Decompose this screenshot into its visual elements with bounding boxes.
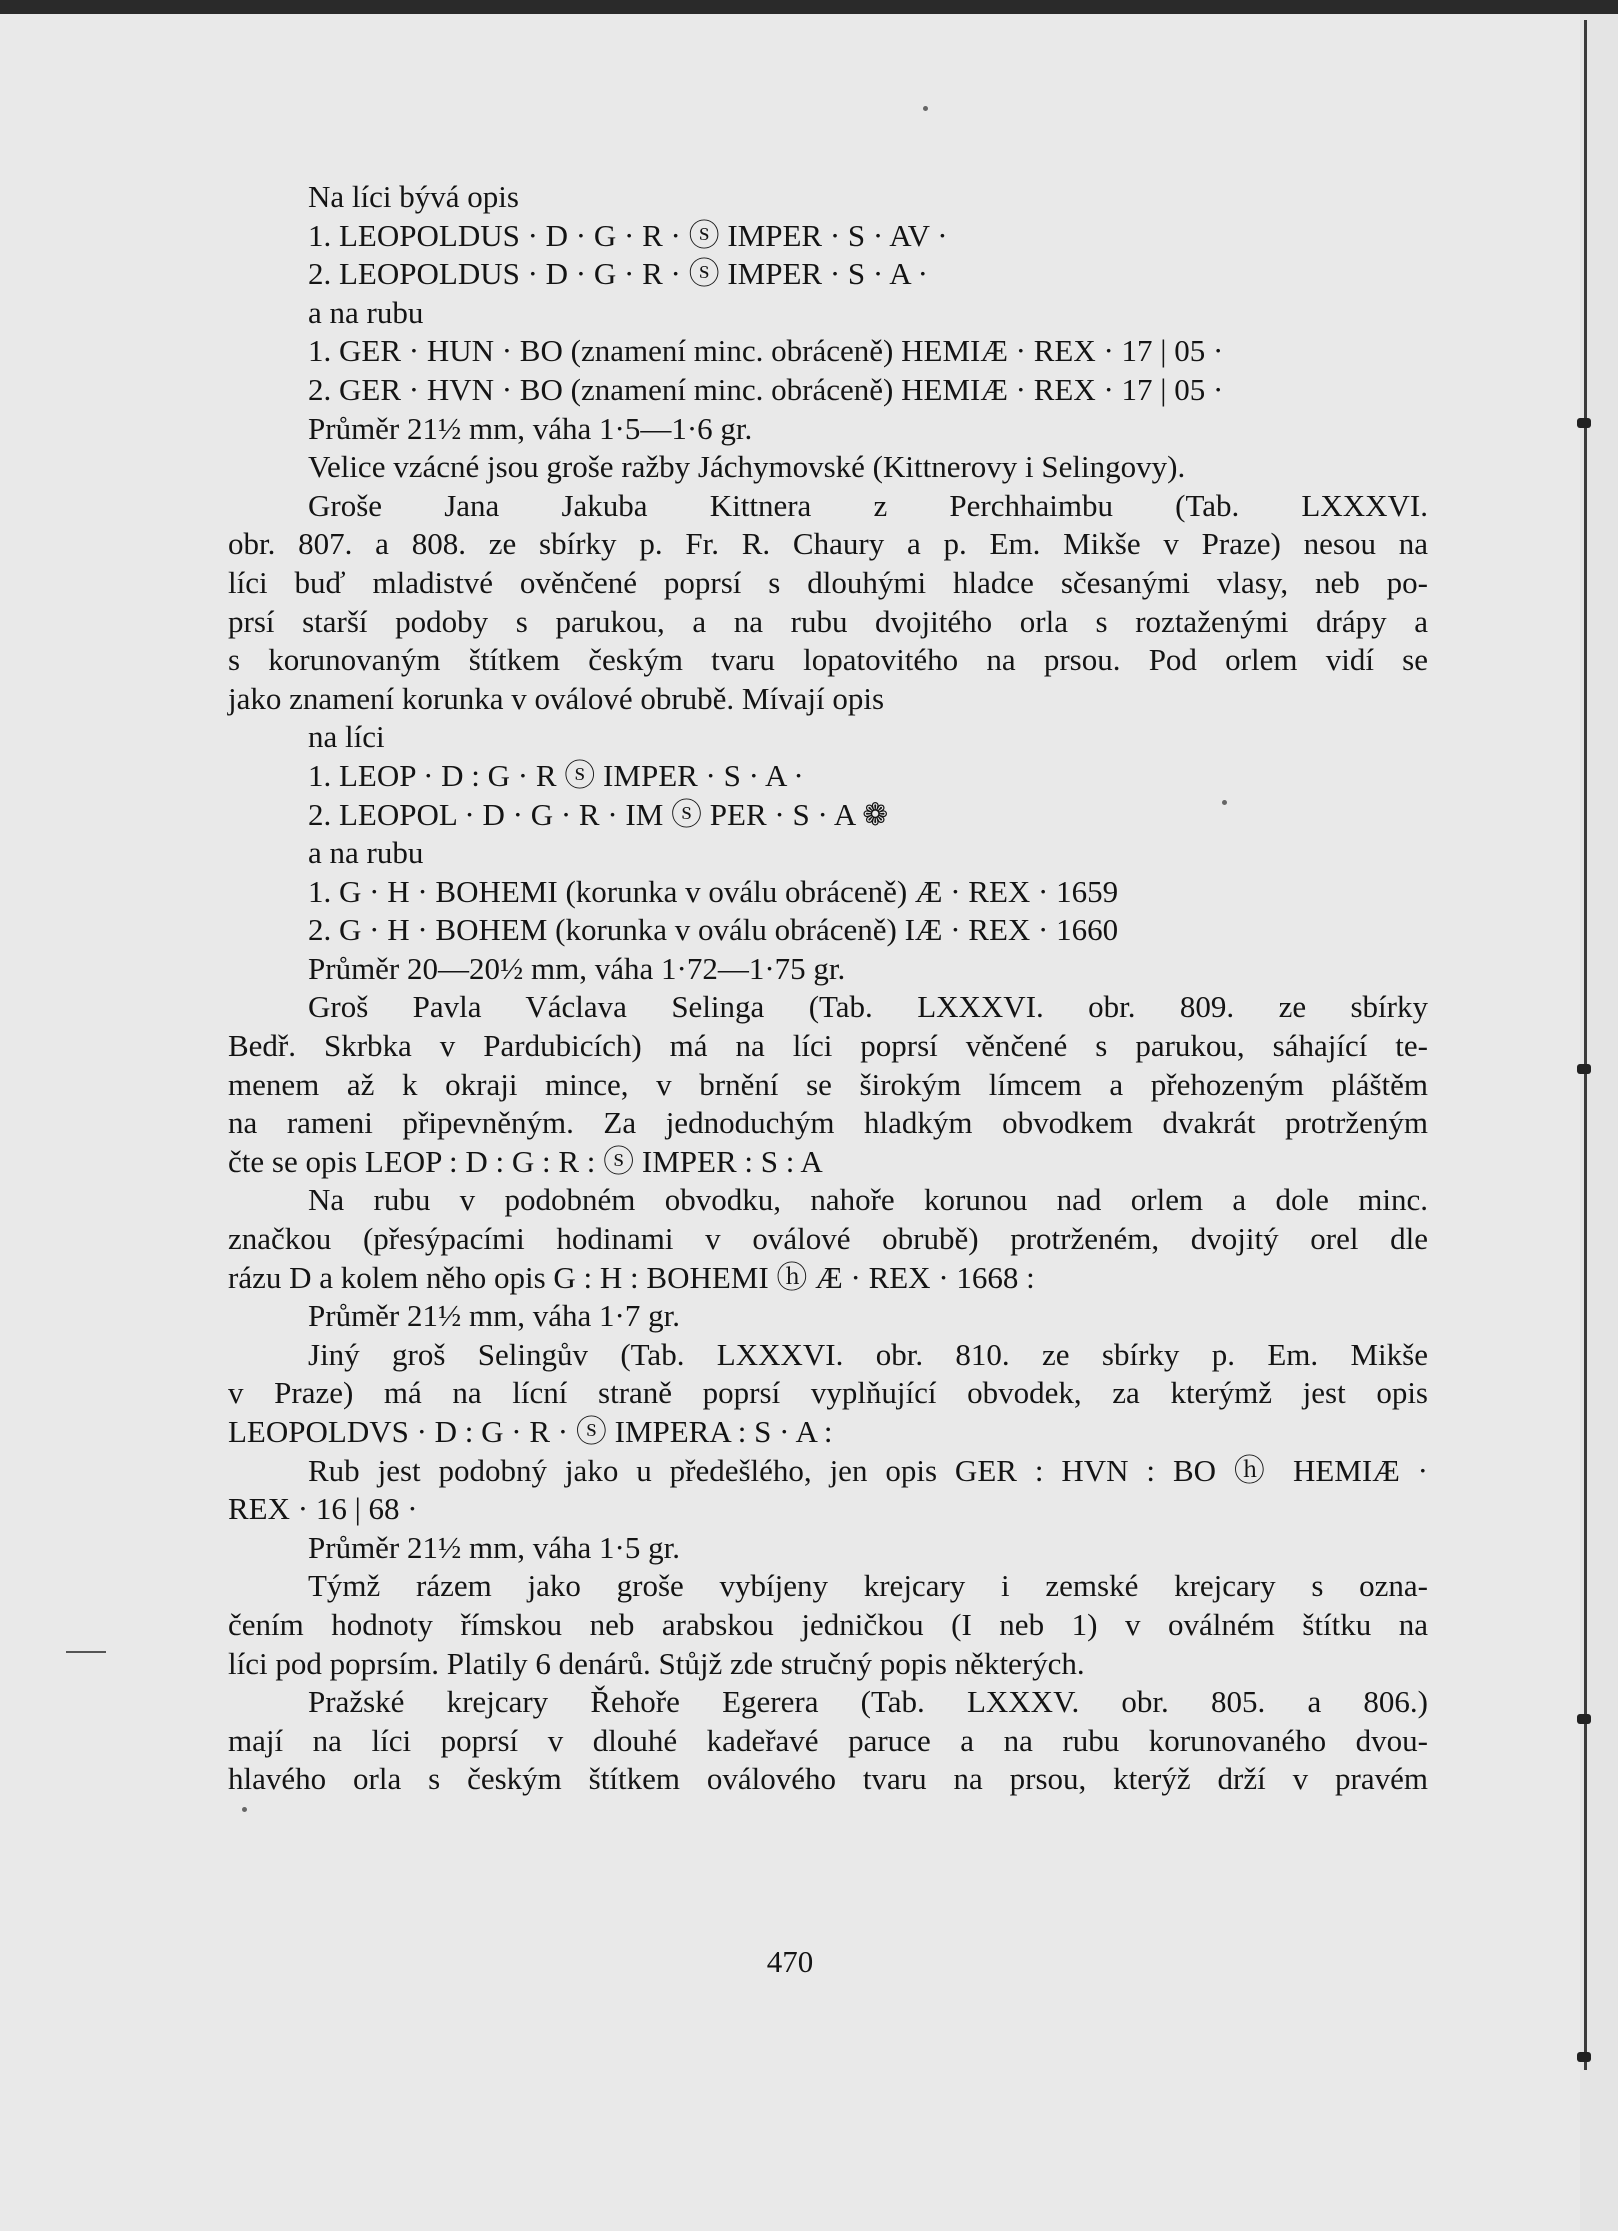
text-line: hlavého orla s českým štítkem oválového tvaru na prsou, kterýž drží v pravém [228, 1761, 1428, 1797]
text-line: mají na líci poprsí v dlouhé kadeřavé paruce a na rubu korunovaného dvou- [228, 1722, 1428, 1758]
text-line: 1. G · H · BOHEMI (korunka v oválu obráceně) Æ · REX · 1659 [308, 873, 1119, 909]
text-line: Rub jest podobný jako u předešlého, jen opis GER : HVN : BO ⓗ HEMIÆ · [308, 1452, 1428, 1488]
scan-speck [1222, 800, 1227, 805]
text-line: a na rubu [308, 294, 424, 330]
text-line: jako znamení korunka v oválové obrubě. Mívají opis [228, 680, 885, 716]
text-line: Na rubu v podobném obvodku, nahoře korunou nad orlem a dole minc. [308, 1182, 1428, 1218]
text-line: Groše Jana Jakuba Kittnera z Perchhaimbu (Tab. LXXXVI. [308, 487, 1428, 523]
edge-mark [1577, 1064, 1591, 1074]
text-line: Průměr 21½ mm, váha 1·7 gr. [308, 1298, 680, 1334]
page-number: 470 [766, 1944, 814, 1979]
text-line: na líci [308, 719, 385, 755]
text-line: čením hodnoty římskou neb arabskou jedničkou (I neb 1) v oválném štítku na [228, 1606, 1428, 1642]
text-line: 1. LEOP · D : G · R ⓢ IMPER · S · A · [308, 757, 804, 793]
body-text [228, 178, 1428, 1799]
edge-mark [1577, 418, 1591, 428]
text-line: menem až k okraji mince, v brnění se širokým límcem a přehozeným pláštěm [228, 1066, 1428, 1102]
text-line: Jiný groš Selingův (Tab. LXXXVI. obr. 810. ze sbírky p. Em. Mikše [308, 1336, 1428, 1372]
text-line: prsí starší podoby s parukou, a na rubu dvojitého orla s roztaženými drápy a [228, 603, 1428, 639]
text-line: Na líci bývá opis [308, 179, 519, 214]
scan-top-border [0, 0, 1618, 14]
text-line: na rameni připevněným. Za jednoduchým hladkým obvodkem dvakrát protrženým [228, 1105, 1428, 1141]
scan-speck [242, 1807, 247, 1812]
text-line: líci pod poprsím. Platily 6 denárů. Stůjž zde stručný popis některých. [228, 1645, 1085, 1681]
edge-mark [1577, 1714, 1591, 1724]
text-line: REX · 16 | 68 · [228, 1491, 418, 1527]
scan-mark [66, 1651, 106, 1653]
scan-speck [923, 106, 928, 111]
text-line: rázu D a kolem něho opis G : H : BOHEMI ⓗ Æ · REX · 1668 : [228, 1259, 1035, 1295]
text-line: 2. LEOPOL · D · G · R · IM ⓢ PER · S · A ❁ [308, 796, 889, 832]
text-line: obr. 807. a 808. ze sbírky p. Fr. R. Chaury a p. Em. Mikše v Praze) nesou na [228, 526, 1428, 562]
text-line: Velice vzácné jsou groše ražby Jáchymovské (Kittnerovy i Selingovy). [308, 449, 1186, 485]
text-line: čte se opis LEOP : D : G : R : ⓢ IMPER : S : A [228, 1143, 823, 1179]
text-line: Průměr 21½ mm, váha 1·5—1·6 gr. [308, 410, 753, 446]
binding-edge [1584, 20, 1587, 2070]
text-line: 2. LEOPOLDUS · D · G · R · ⓢ IMPER · S · A · [308, 256, 928, 292]
text-line: v Praze) má na lícní straně poprsí vyplňující obvodek, za kterýmž jest opis [228, 1375, 1428, 1411]
text-line: s korunovaným štítkem českým tvaru lopatovitého na prsou. Pod orlem vidí se [228, 642, 1428, 678]
text-line: Týmž rázem jako groše vybíjeny krejcary i zemské krejcary s ozna- [308, 1568, 1428, 1604]
text-line: Průměr 20—20½ mm, váha 1·72—1·75 gr. [308, 950, 846, 986]
text-line: 2. GER · HVN · BO (znamení minc. obráceně) HEMIÆ · REX · 17 | 05 · [308, 371, 1224, 407]
text-line: 1. GER · HUN · BO (znamení minc. obráceně) HEMIÆ · REX · 17 | 05 · [308, 333, 1224, 369]
text-line: a na rubu [308, 835, 424, 871]
text-line: líci buď mladistvé ověnčené poprsí s dlouhými hladce sčesanými vlasy, neb po- [228, 564, 1428, 600]
text-line: Bedř. Skrbka v Pardubicích) má na líci poprsí věnčené s parukou, sáhající te- [228, 1028, 1428, 1064]
text-line: Pražské krejcary Řehoře Egerera (Tab. LXXXV. obr. 805. a 806.) [308, 1684, 1428, 1720]
text-line: LEOPOLDVS · D : G · R · ⓢ IMPERA : S · A : [228, 1414, 833, 1449]
text-line: Průměr 21½ mm, váha 1·5 gr. [308, 1529, 680, 1565]
text-line: značkou (přesýpacími hodinami v oválové obrubě) protrženém, dvojitý orel dle [228, 1221, 1428, 1257]
edge-mark [1577, 2052, 1591, 2062]
text-line: 1. LEOPOLDUS · D · G · R · ⓢ IMPER · S · AV · [308, 217, 948, 253]
text-line: 2. G · H · BOHEM (korunka v oválu obráceně) IÆ · REX · 1660 [308, 912, 1119, 948]
text-line: Groš Pavla Václava Selinga (Tab. LXXXVI. obr. 809. ze sbírky [308, 989, 1428, 1025]
